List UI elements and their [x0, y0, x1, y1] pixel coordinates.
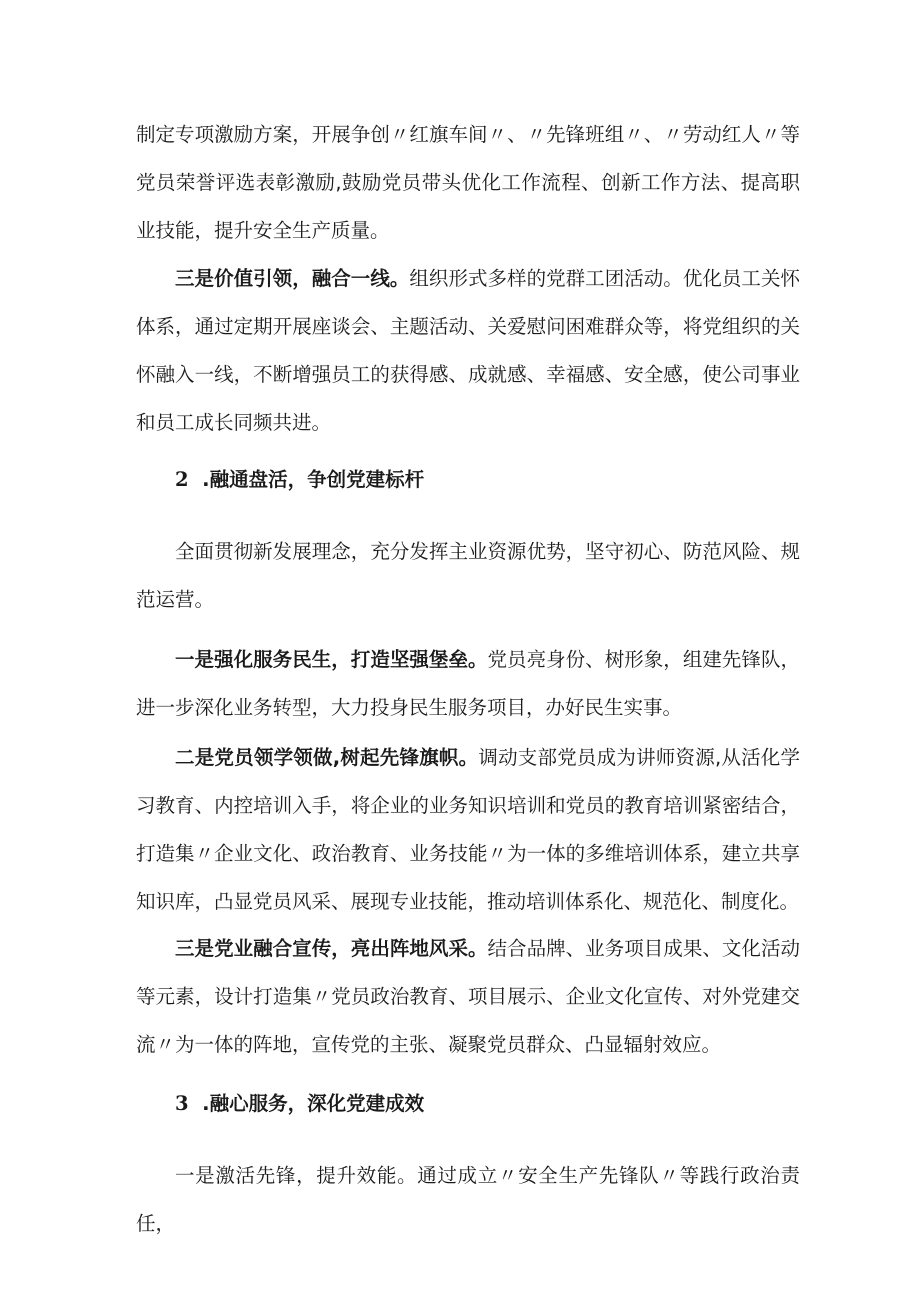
paragraph-value-leadership: [136, 255, 800, 447]
paragraph-text: 调动支部党员成为讲师资源,从活化学习教育、内控培训入手，将企业的业务知识培训和党员的教育培训紧密结合，打造集〃企业文化、政治教育、业务技能〃为一体的多维培训体系，建立共享知识库，凸显党员风采、展现专业技能，推动培训体系化、规范化、制度化。: [136, 746, 800, 913]
paragraph-text: 党员亮身份、树形象，组建先锋队，进一步深化业务转型，大力投身民生服务项目，办好民生实事。: [136, 648, 800, 719]
heading-title: .融通盘活，争创党建标杆: [202, 468, 425, 491]
paragraph-text: 一是激活先锋，提升效能。通过成立〃安全生产先锋队〃等践行政治责任，: [136, 1164, 800, 1235]
paragraph-lead: 二是党员领学领做,树起先锋旗帜。: [175, 746, 479, 769]
heading-number: 3: [175, 1092, 189, 1115]
heading-number: 2: [175, 468, 189, 491]
paragraph-party-members-lead: [136, 734, 800, 926]
paragraph-activate-pioneers: [136, 1152, 800, 1248]
paragraph-lead: 三是党业融合宣传，亮出阵地风采。: [175, 937, 488, 960]
paragraph-text: 结合品牌、业务项目成果、文化活动等元素，设计打造集〃党员政治教育、项目展示、企业文化宣传、对外党建交流〃为一体的阵地，宣传党的主张、凝聚党员群众、凸显辐射效应。: [136, 937, 800, 1056]
section-heading-2: [136, 456, 800, 504]
paragraph-incentive-plan: [136, 111, 800, 255]
paragraph-lead: 三是价值引领，融合一线。: [175, 267, 410, 290]
paragraph-text: 全面贯彻新发展理念，充分发挥主业资源优势，坚守初心、防范风险、规范运营。: [136, 540, 800, 611]
paragraph-serve-livelihood: [136, 636, 800, 732]
section-heading-3: [136, 1080, 800, 1128]
paragraph-publicity: [136, 925, 800, 1069]
heading-title: .融心服务，深化党建成效: [202, 1092, 425, 1115]
paragraph-text: 组织形式多样的党群工团活动。优化员工关怀体系，通过定期开展座谈会、主题活动、关爱慰问困难群众等，将党组织的关怀融入一线，不断增强员工的获得感、成就感、幸福感、安全感，使公司事业和员工成长同频共进。: [136, 267, 800, 434]
paragraph-text: 制定专项激励方案，开展争创〃红旗车间〃、〃先锋班组〃、〃劳动红人〃等党员荣誉评选表彰激励,鼓励党员带头优化工作流程、创新工作方法、提高职业技能，提升安全生产质量。: [136, 123, 800, 242]
paragraph-lead: 一是强化服务民生，打造坚强堡垒。: [175, 648, 488, 671]
paragraph-development-concept: [136, 528, 800, 624]
